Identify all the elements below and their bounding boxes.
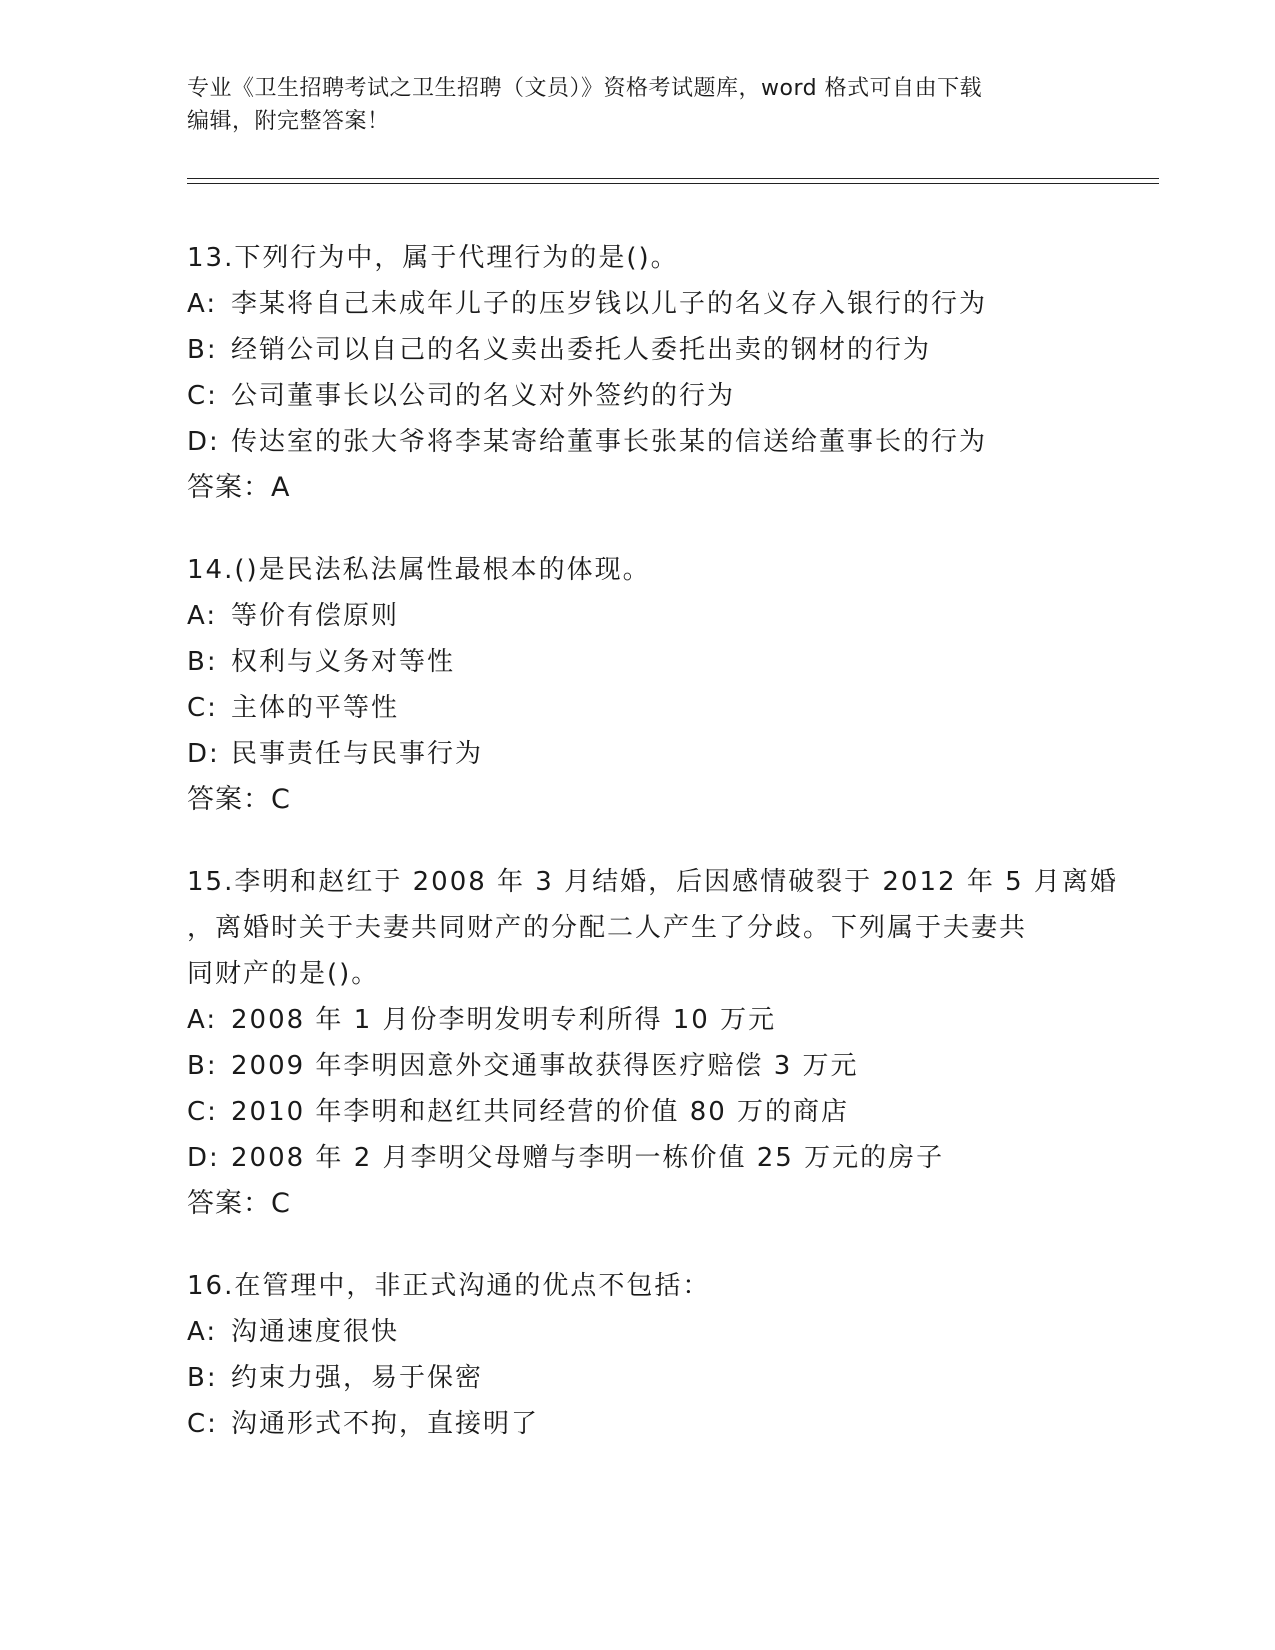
option-text: 权利与义务对等性 bbox=[231, 647, 456, 677]
option-letter: A: bbox=[187, 1005, 218, 1035]
option-text: 2010 年李明和赵红共同经营的价值 80 万的商店 bbox=[231, 1097, 850, 1127]
option-text: 2009 年李明因意外交通事故获得医疗赔偿 3 万元 bbox=[231, 1051, 859, 1081]
question-text-line: 16.在管理中，非正式沟通的优点不包括： bbox=[187, 1271, 711, 1301]
option-b bbox=[187, 327, 1087, 373]
answer: 答案：C bbox=[187, 784, 291, 815]
question-text-line: 14.()是民法私法属性最根本的体现。 bbox=[187, 555, 651, 585]
option-letter: A: bbox=[187, 1317, 218, 1347]
option-text: 约束力强，易于保密 bbox=[231, 1363, 484, 1393]
option-text: 公司董事长以公司的名义对外签约的行为 bbox=[231, 381, 736, 411]
option-text: 经销公司以自己的名义卖出委托人委托出卖的钢材的行为 bbox=[231, 335, 932, 365]
option-letter: B: bbox=[187, 335, 218, 365]
document-header bbox=[187, 72, 1087, 138]
header-line-2: 编辑，附完整答案！ bbox=[187, 109, 390, 134]
header-line-1: 专业《卫生招聘考试之卫生招聘（文员）》资格考试题库，word 格式可自由下载 bbox=[187, 76, 983, 101]
question-text bbox=[187, 1263, 1087, 1309]
option-text: 民事责任与民事行为 bbox=[231, 739, 484, 769]
option-text: 2008 年 2 月李明父母赠与李明一栋价值 25 万元的房子 bbox=[231, 1143, 945, 1173]
option-c bbox=[187, 1089, 1087, 1135]
option-a bbox=[187, 997, 1087, 1043]
option-letter: D: bbox=[187, 1143, 220, 1173]
option-letter: A: bbox=[187, 601, 218, 631]
question-text-line: 15.李明和赵红于 2008 年 3 月结婚，后因感情破裂于 2012 年 5 月离婚 bbox=[187, 867, 1118, 897]
header-divider-bottom bbox=[187, 183, 1159, 184]
option-c bbox=[187, 685, 1087, 731]
answer: 答案：A bbox=[187, 472, 291, 503]
option-c bbox=[187, 373, 1087, 419]
option-a bbox=[187, 593, 1087, 639]
option-letter: C: bbox=[187, 693, 218, 723]
question-text-line: ，离婚时关于夫妻共同财产的分配二人产生了分歧。下列属于夫妻共 bbox=[187, 913, 1028, 943]
option-b bbox=[187, 1043, 1087, 1089]
option-a bbox=[187, 281, 1087, 327]
option-text: 主体的平等性 bbox=[231, 693, 400, 723]
option-letter: D: bbox=[187, 739, 220, 769]
answer: 答案：C bbox=[187, 1188, 291, 1219]
option-b bbox=[187, 1355, 1087, 1401]
option-d bbox=[187, 1135, 1087, 1181]
question-text bbox=[187, 859, 1118, 997]
option-text: 传达室的张大爷将李某寄给董事长张某的信送给董事长的行为 bbox=[231, 427, 988, 457]
option-letter: B: bbox=[187, 1051, 218, 1081]
option-d bbox=[187, 419, 1087, 465]
option-letter: B: bbox=[187, 1363, 218, 1393]
option-text: 沟通速度很快 bbox=[231, 1317, 400, 1347]
header-divider-top bbox=[187, 178, 1159, 179]
option-text: 沟通形式不拘，直接明了 bbox=[231, 1409, 540, 1439]
question-16 bbox=[187, 1263, 1087, 1447]
question-text bbox=[187, 235, 1087, 281]
option-d bbox=[187, 731, 1087, 777]
question-13 bbox=[187, 235, 1087, 511]
option-text: 李某将自己未成年儿子的压岁钱以儿子的名义存入银行的行为 bbox=[231, 289, 988, 319]
question-text bbox=[187, 547, 1087, 593]
question-text-line: 13.下列行为中，属于代理行为的是()。 bbox=[187, 243, 679, 273]
option-a bbox=[187, 1309, 1087, 1355]
option-letter: A: bbox=[187, 289, 218, 319]
option-text: 2008 年 1 月份李明发明专利所得 10 万元 bbox=[231, 1005, 777, 1035]
option-text: 等价有偿原则 bbox=[231, 601, 400, 631]
option-letter: D: bbox=[187, 427, 220, 457]
option-b bbox=[187, 639, 1087, 685]
option-letter: C: bbox=[187, 381, 218, 411]
question-14 bbox=[187, 547, 1087, 823]
question-15 bbox=[187, 859, 1118, 1227]
question-list bbox=[187, 235, 1118, 1483]
option-letter: C: bbox=[187, 1409, 218, 1439]
option-c bbox=[187, 1401, 1087, 1447]
option-letter: B: bbox=[187, 647, 218, 677]
question-text-line: 同财产的是()。 bbox=[187, 959, 380, 989]
option-letter: C: bbox=[187, 1097, 218, 1127]
